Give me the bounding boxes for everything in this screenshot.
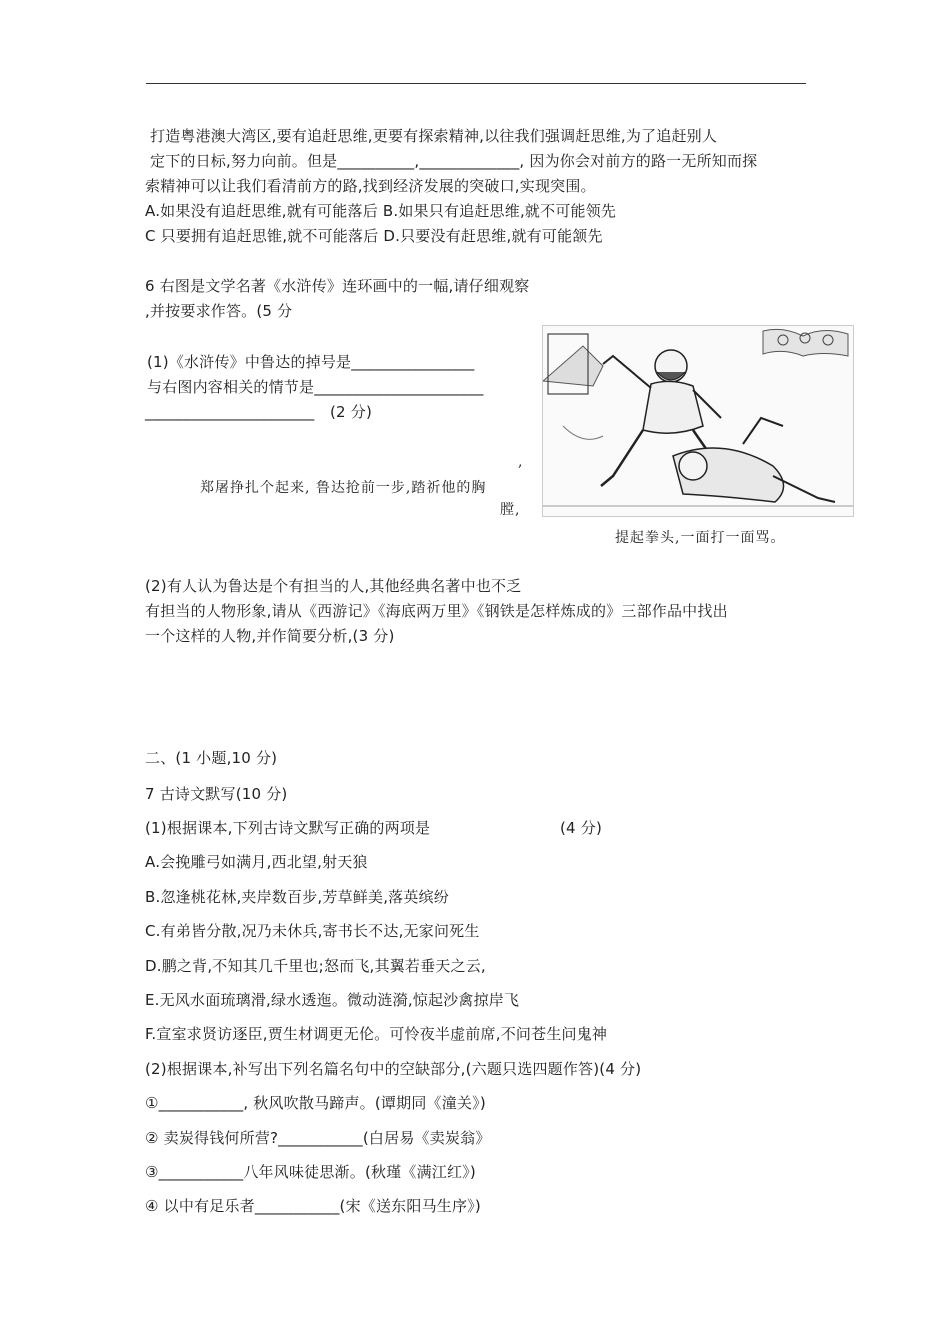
q7-option-e: E.无风水面琉璃滑,绿水透迤。微动涟漪,惊起沙禽掠岸飞 [145, 991, 520, 1009]
q6-sub1-line-2: 与右图内容相关的情节是______________________ [147, 378, 484, 396]
q7-fill-3: ③___________八年风味徒思渐。(秋瑾《满江红》) [145, 1163, 476, 1181]
section-2-heading: 二、(1 小题,10 分) [145, 749, 278, 767]
caption-left-line-2: 膛, [500, 502, 521, 518]
q6-sub1-line-1: (1)《水浒传》中鲁达的掉号是________________ [147, 353, 475, 371]
q6-sub1-score: (2 分) [330, 403, 373, 421]
q5-line-3: 索精神可以让我们看清前方的路,找到经济发展的突破口,实现突围。 [145, 177, 596, 195]
q6-intro-line-2: ,并按要求作答。(5 分 [145, 302, 293, 320]
q6-sub2-line-3: 一个这样的人物,并作简要分析,(3 分) [145, 627, 395, 645]
q7-option-d: D.鹏之背,不知其几千里也;怒而飞,其翼若垂天之云, [145, 957, 486, 975]
header-rule [146, 83, 806, 84]
q7-sub2: (2)根据课本,补写出下列名篇名句中的空缺部分,(六题只选四题作答)(4 分) [145, 1060, 642, 1078]
q5-line-1: 打造粤港澳大湾区,要有追赶思维,更要有探索精神,以往我们强调赶思维,为了追赶别人 [150, 127, 718, 145]
caption-right: 提起拳头,一面打一面骂。 [615, 530, 786, 546]
q7-option-b: B.忽逢桃花林,夹岸数百步,芳草鲜美,落英缤纷 [145, 888, 449, 906]
q7-fill-2: ② 卖炭得钱何所营?___________(白居易《卖炭翁》 [145, 1129, 491, 1147]
q7-title: 7 古诗文默写(10 分) [145, 785, 288, 803]
q7-option-a: A.会挽雕弓如满月,西北望,射天狼 [145, 853, 368, 871]
comic-illustration [542, 325, 854, 517]
q7-fill-1: ①___________, 秋风吹散马蹄声。(谭期同《潼关》) [145, 1094, 486, 1112]
caption-left-line-1: 郑屠挣扎个起来, 鲁达抢前一步,踏祈他的胸 [200, 480, 487, 496]
q5-options-ab: A.如果没有追赶思维,就有可能落后 B.如果只有追赶思维,就不可能领先 [145, 202, 617, 220]
q7-option-f: F.宣室求贤访逐臣,贾生材调更无伦。可怜夜半虚前席,不问苍生问鬼神 [145, 1025, 608, 1043]
comic-drawing [543, 326, 853, 516]
q6-intro-line-1: 6 右图是文学名著《水浒传》连环画中的一幅,请仔细观察 [145, 277, 530, 295]
q5-line-2: 定下的日标,努力向前。但是__________,_____________, 因为你会对前方的路一无所知而探 [150, 152, 758, 170]
q7-fill-4: ④ 以中有足乐者___________(宋《送东阳马生序》) [145, 1197, 481, 1215]
q7-sub1: (1)根据课本,下列古诗文默写正确的两项是 [145, 819, 431, 837]
q5-options-cd: C 只要拥有追赶思锥,就不可能落后 D.只要没有赶思维,就有可能颔先 [145, 227, 603, 245]
q6-sub1-line-3: ______________________ [145, 403, 315, 421]
q6-sub2-line-1: (2)有人认为鲁达是个有担当的人,其他经典名著中也不乏 [145, 577, 522, 595]
q6-sub2-line-2: 有担当的人物形象,请从《西游记》《海底两万里》《钢铁是怎样炼成的》三部作品中找出 [145, 602, 728, 620]
q7-sub1-score: (4 分) [560, 819, 603, 837]
q7-option-c: C.有弟皆分散,况乃未休兵,寄书长不达,无家问死生 [145, 922, 480, 940]
caption-comma: , [518, 454, 524, 470]
